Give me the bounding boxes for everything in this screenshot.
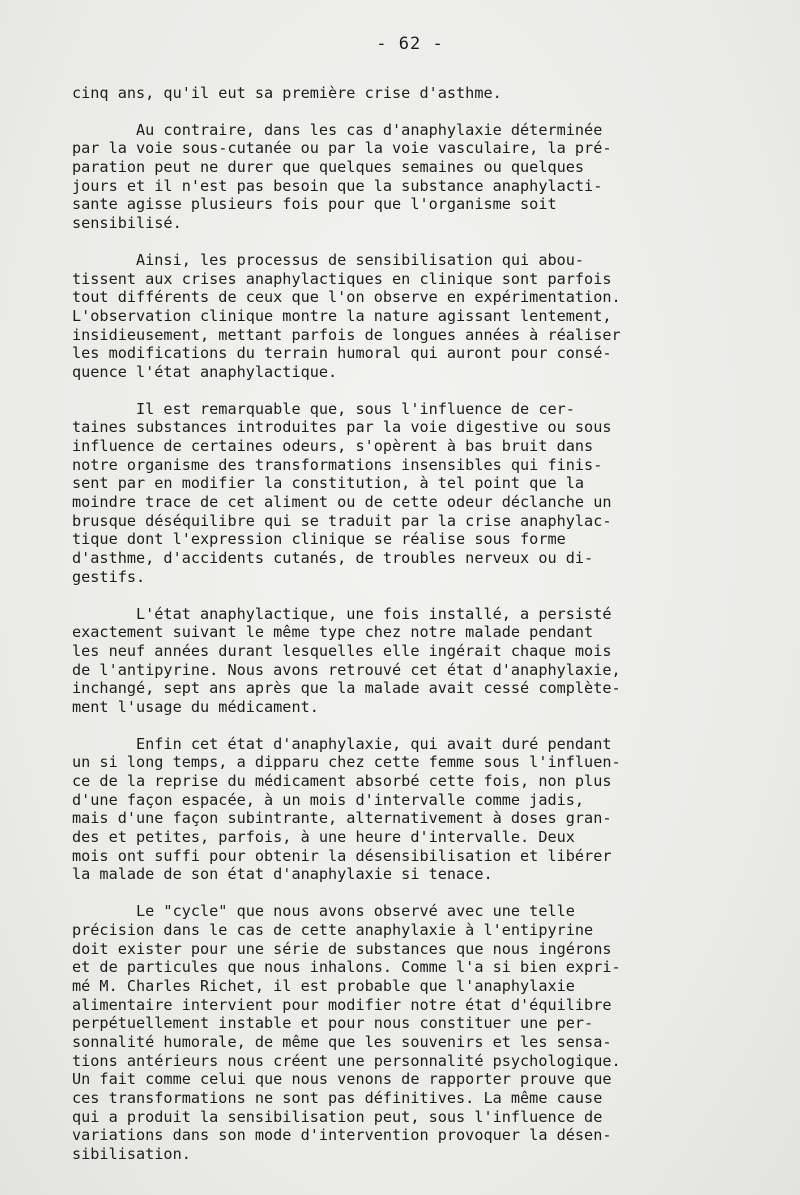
paragraph	[72, 605, 742, 717]
text-line: gestifs.	[72, 567, 146, 586]
text-line: la malade de son état d'anaphylaxie si tenace.	[72, 865, 493, 884]
text-line: Le "cycle" que nous avons observé avec une telle	[72, 902, 575, 921]
text-line: mé M. Charles Richet, il est probable que l'anaphylaxie	[72, 976, 575, 995]
text-line: Au contraire, dans les cas d'anaphylaxie déterminée	[72, 120, 603, 139]
text-line: doit exister pour une série de substances que nous ingérons	[72, 939, 612, 958]
text-line: les modifications du terrain humoral qui auront pour consé-	[72, 344, 612, 363]
paragraph	[72, 251, 742, 382]
text-line: ces transformations ne sont pas définitives. La même cause	[72, 1089, 603, 1107]
paragraph	[72, 902, 742, 1164]
text-line: jours et il n'est pas besoin que la substance anaphylacti-	[72, 176, 603, 195]
text-line: et de particules que nous inhalons. Comme l'a si bien expri-	[72, 958, 621, 977]
text-line: qui a produit la sensibilisation peut, sous l'influence de	[72, 1107, 603, 1126]
text-line: brusque déséquilibre qui se traduit par la crise anaphylac-	[72, 511, 612, 530]
text-line: Ainsi, les processus de sensibilisation qui abou-	[72, 250, 585, 269]
text-line: d'asthme, d'accidents cutanés, de troubles nerveux ou di-	[72, 549, 594, 568]
text-line: des et petites, parfois, à une heure d'intervalle. Deux	[72, 828, 575, 847]
text-line: tions antérieurs nous créent une personnalité psychologique.	[72, 1051, 621, 1070]
text-line: cinq ans, qu'il eut sa première crise d'asthme.	[72, 84, 502, 102]
text-line: par la voie sous-cutanée ou par la voie vasculaire, la pré-	[72, 139, 612, 158]
text-line: mois ont suffi pour obtenir la désensibilisation et libérer	[72, 846, 612, 865]
text-line: tique dont l'expression clinique se réalise sous forme	[72, 530, 566, 549]
text-line: taines substances introduites par la voie digestive ou sous	[72, 418, 612, 437]
text-line: sante agisse plusieurs fois pour que l'organisme soit	[72, 195, 557, 214]
text-line: Il est remarquable que, sous l'influence de cer-	[72, 399, 575, 418]
text-line: ment l'usage du médicament.	[72, 697, 319, 716]
text-line: alimentaire intervient pour modifier notre état d'équilibre	[72, 995, 612, 1014]
text-line: sonnalité humorale, de même que les souvenirs et les sensa-	[72, 1032, 612, 1051]
page-number: - 62 -	[376, 34, 444, 54]
paragraph	[72, 400, 742, 587]
text-line: tout différents de ceux que l'on observe en expérimentation.	[72, 288, 621, 307]
text-line: les neuf années durant lesquelles elle ingérait chaque mois	[72, 641, 612, 660]
text-line: tissent aux crises anaphylactiques en clinique sont parfois	[72, 269, 612, 288]
paragraph	[72, 84, 742, 103]
text-line: mais d'une façon subintrante, alternativement à doses gran-	[72, 809, 612, 828]
text-line: précision dans le cas de cette anaphylaxie à l'entipyrine	[72, 920, 594, 939]
text-line: L'état anaphylactique, une fois installé, a persisté	[72, 604, 612, 623]
text-line: variations dans son mode d'intervention provoquer la désen-	[72, 1126, 612, 1145]
text-line: d'une façon espacée, à un mois d'intervalle comme jadis,	[72, 790, 585, 809]
text-line: ce de la reprise du médicament absorbé cette fois, non plus	[72, 772, 612, 790]
text-line: quence l'état anaphylactique.	[72, 362, 338, 381]
body-text	[72, 76, 742, 1164]
text-line: sibilisation.	[72, 1145, 191, 1164]
text-line: exactement suivant le même type chez notre malade pendant	[72, 623, 594, 642]
text-line: un si long temps, a dipparu chez cette femme sous l'influen-	[72, 753, 621, 772]
text-line: influence de certaines odeurs, s'opèrent à bas bruit dans	[72, 437, 594, 455]
text-line: sensibilisé.	[72, 214, 182, 233]
text-line: de l'antipyrine. Nous avons retrouvé cet état d'anaphylaxie,	[72, 660, 621, 679]
text-line: moindre trace de cet aliment ou de cette odeur déclanche un	[72, 493, 612, 512]
text-line: paration peut ne durer que quelques semaines ou quelques	[72, 158, 585, 177]
text-line: Un fait comme celui que nous venons de rapporter prouve que	[72, 1070, 612, 1089]
text-line: perpétuellement instable et pour nous constituer une per-	[72, 1014, 594, 1033]
text-line: inchangé, sept ans après que la malade avait cessé complète-	[72, 679, 621, 698]
text-line: notre organisme des transformations insensibles qui finis-	[72, 455, 603, 474]
text-line: L'observation clinique montre la nature agissant lentement,	[72, 306, 612, 325]
text-line: insidieusement, mettant parfois de longues années à réaliser	[72, 325, 621, 344]
paragraph	[72, 735, 742, 885]
paragraph	[72, 121, 742, 233]
text-line: sent par en modifier la constitution, à tel point que la	[72, 474, 585, 493]
text-line: Enfin cet état d'anaphylaxie, qui avait duré pendant	[72, 734, 612, 753]
